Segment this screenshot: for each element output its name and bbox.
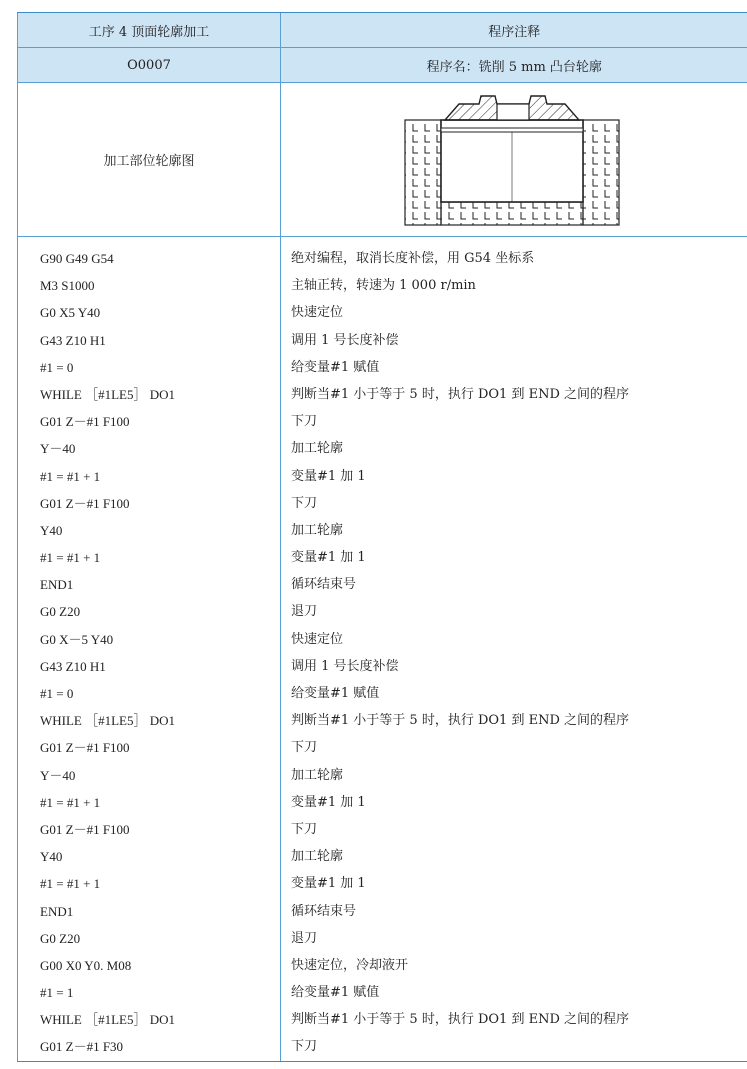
- code-line: G0 Z20: [40, 930, 81, 946]
- code-line: Y40: [40, 522, 63, 538]
- program-table: [17, 12, 747, 1062]
- code-line: Y－40: [40, 767, 76, 783]
- comment-line: 变量#1 加 1: [291, 794, 366, 810]
- code-line: END1: [40, 903, 74, 919]
- code-line: #1 = #1 + 1: [40, 876, 101, 892]
- comment-line: 判断当#1 小于等于 5 时，执行 DO1 到 END 之间的程序: [291, 713, 630, 729]
- comment-line: 变量#1 加 1: [291, 876, 366, 892]
- comment-line: 判断当#1 小于等于 5 时，执行 DO1 到 END 之间的程序: [291, 386, 630, 402]
- code-line: END1: [40, 577, 74, 593]
- code-line: G01 Z－#1 F100: [40, 740, 130, 756]
- boss-profile-drawing: [399, 90, 629, 230]
- comment-line: 循环结束号: [291, 903, 357, 919]
- program-sheet: [17, 12, 747, 1062]
- comment-line: 快速定位: [291, 631, 344, 647]
- code-line: G01 Z－#1 F100: [40, 821, 130, 837]
- program-number-cell: O0007: [18, 48, 281, 83]
- comment-line: 调用 1 号长度补偿: [291, 658, 399, 674]
- comment-line: 下刀: [291, 821, 318, 837]
- comment-line: 下刀: [291, 495, 318, 511]
- code-line: G90 G49 G54: [40, 251, 114, 266]
- comment-line: 变量#1 加 1: [291, 468, 366, 484]
- code-line: #1 = 0: [40, 359, 74, 375]
- code-line: #1 = 0: [40, 686, 74, 701]
- table-subheader-row: [18, 48, 747, 83]
- code-line: G01 Z－#1 F100: [40, 414, 130, 430]
- code-line: G0 Z20: [40, 604, 81, 620]
- comment-line: 绝对编程，取消长度补偿，用 G54 坐标系: [291, 251, 535, 266]
- comment-line: 加工轮廓: [291, 441, 344, 457]
- comment-line: 判断当#1 小于等于 5 时，执行 DO1 到 END 之间的程序: [291, 1012, 630, 1028]
- code-line: G0 X－5 Y40: [40, 631, 114, 647]
- header-process-cell: 工序 4 顶面轮廓加工: [18, 13, 281, 48]
- comment-line: 给变量#1 赋值: [291, 985, 380, 1001]
- code-line: G00 X0 Y0. M08: [40, 957, 132, 973]
- code-line: #1 = #1 + 1: [40, 794, 101, 810]
- comment-line: 给变量#1 赋值: [291, 686, 380, 701]
- code-column: [18, 237, 281, 1062]
- comment-line: 调用 1 号长度补偿: [291, 332, 399, 348]
- comment-line: 给变量#1 赋值: [291, 359, 380, 375]
- header-comment-cell: 程序注释: [281, 13, 747, 48]
- code-line: WHILE ［#1LE5］ DO1: [40, 1012, 176, 1028]
- code-line: G01 Z－#1 F30: [40, 1039, 124, 1055]
- program-name-cell: 程序名：铣削 5 mm 凸台轮廓: [281, 48, 747, 83]
- comment-line: 快速定位: [291, 305, 344, 321]
- table-header-row: [18, 13, 747, 48]
- code-line: G43 Z10 H1: [40, 332, 106, 348]
- comment-line: 退刀: [291, 604, 318, 620]
- code-line: G0 X5 Y40: [40, 305, 101, 321]
- code-line: G01 Z－#1 F100: [40, 495, 130, 511]
- code-line: #1 = 1: [40, 985, 74, 1001]
- code-line: WHILE ［#1LE5］ DO1: [40, 713, 176, 729]
- comment-line: 变量#1 加 1: [291, 550, 366, 566]
- comment-line: 快速定位，冷却液开: [291, 957, 409, 973]
- comment-line: 下刀: [291, 740, 318, 756]
- figure-row: [18, 83, 747, 237]
- code-line: #1 = #1 + 1: [40, 468, 101, 484]
- code-line: Y－40: [40, 441, 76, 457]
- comment-line: 循环结束号: [291, 577, 357, 593]
- comment-line: 下刀: [291, 1039, 318, 1055]
- program-body-row: [18, 237, 747, 1062]
- comment-line: 加工轮廓: [291, 522, 344, 538]
- figure-cell: [281, 83, 747, 237]
- comment-line: 加工轮廓: [291, 849, 344, 865]
- comment-line: 下刀: [291, 414, 318, 430]
- comment-line: 主轴正转，转速为 1 000 r/min: [291, 278, 476, 294]
- code-line: G43 Z10 H1: [40, 658, 106, 674]
- code-line: WHILE ［#1LE5］ DO1: [40, 386, 176, 402]
- figure-label-cell: 加工部位轮廓图: [18, 83, 281, 237]
- comment-column: [281, 237, 747, 1062]
- comment-line: 加工轮廓: [291, 767, 344, 783]
- code-line: #1 = #1 + 1: [40, 550, 101, 566]
- code-line: M3 S1000: [40, 278, 95, 294]
- code-line: Y40: [40, 849, 63, 865]
- comment-line: 退刀: [291, 930, 318, 946]
